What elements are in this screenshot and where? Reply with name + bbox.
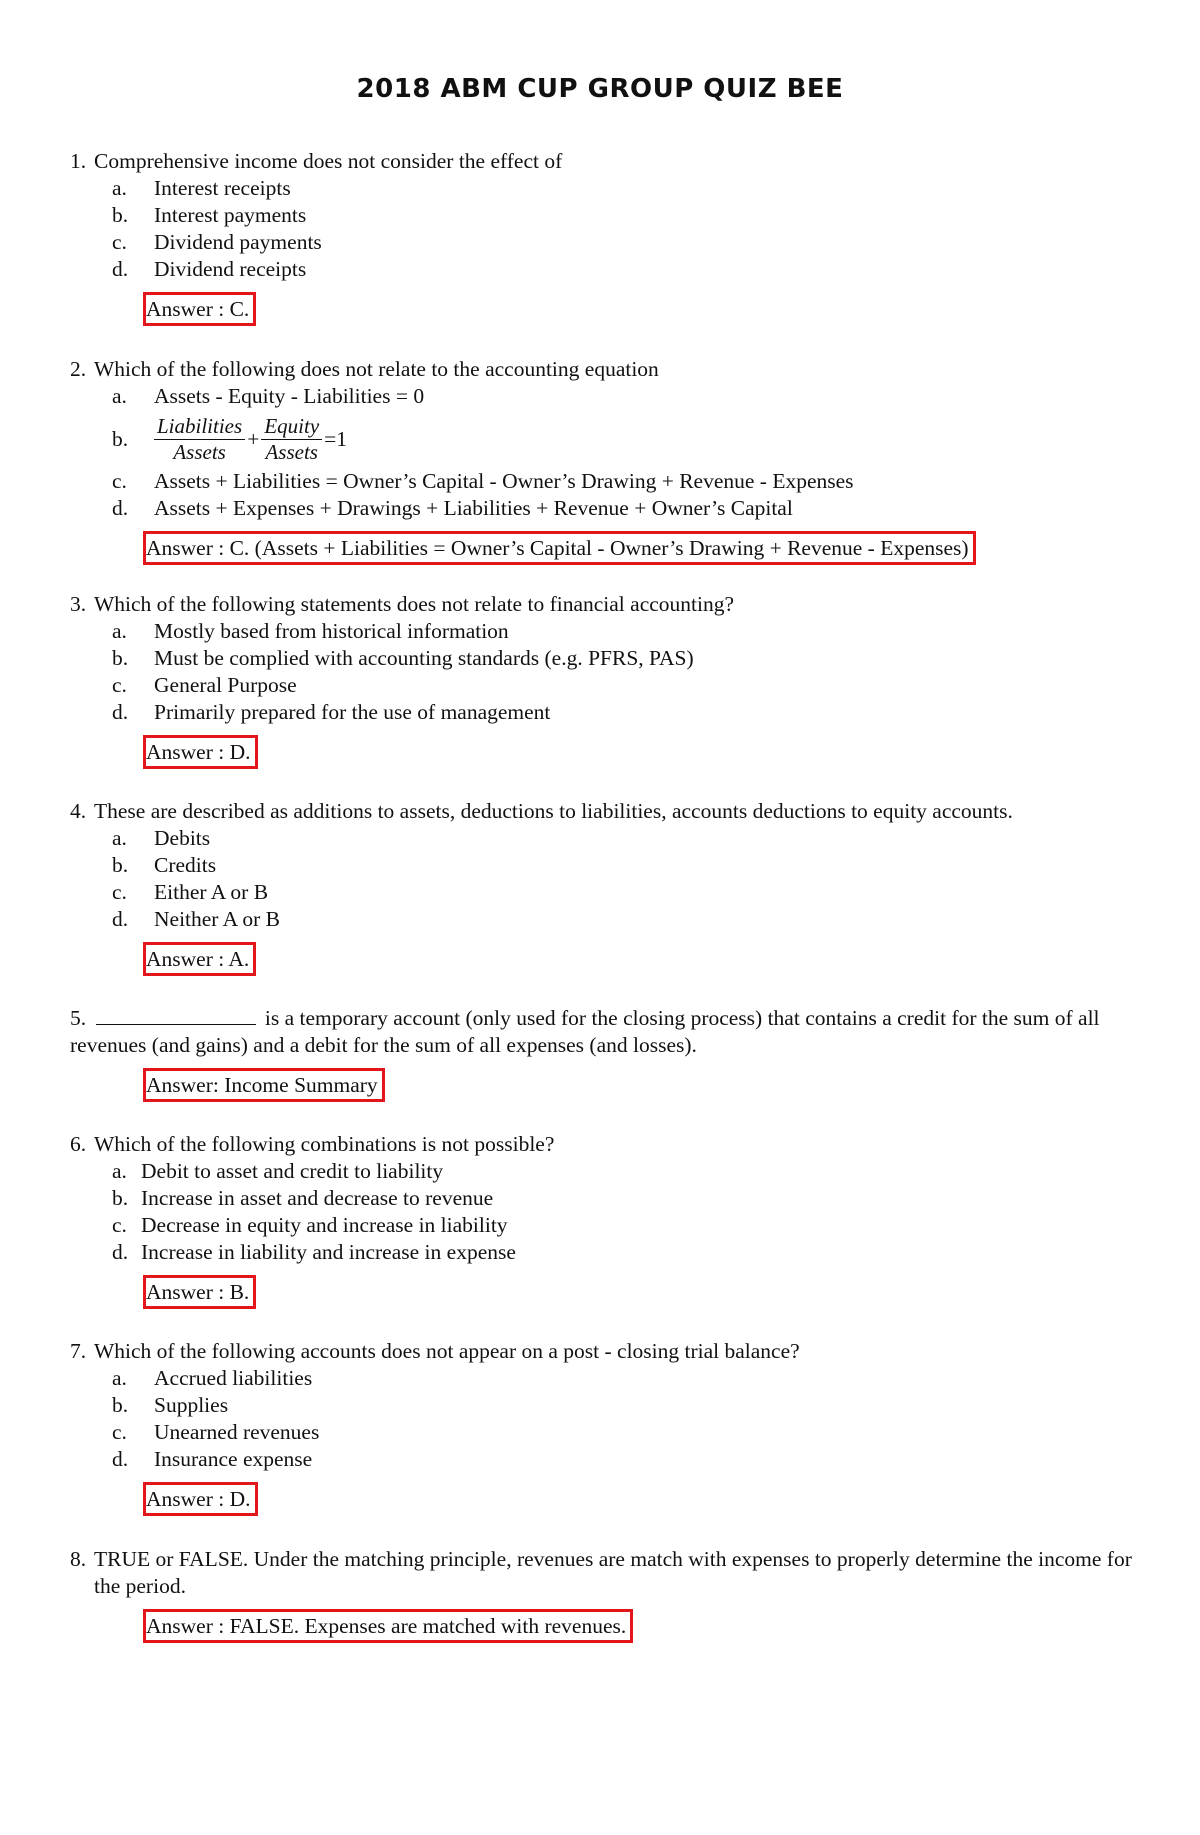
question-2 (70, 356, 1140, 565)
choice-letter: c. (112, 469, 127, 493)
choice-letter: a. (112, 1159, 127, 1183)
choice-c (112, 879, 1140, 906)
question-text: Which of the following accounts does not appear on a post - closing trial balance? (94, 1339, 800, 1363)
answer-box: Answer : FALSE. Expenses are matched with revenues. (143, 1609, 633, 1643)
choice-b (112, 202, 1140, 229)
question-stem (70, 1131, 1140, 1158)
question-number: 1. (70, 149, 87, 173)
fraction-numerator: Liabilities (154, 414, 245, 440)
choice-b (112, 1392, 1140, 1419)
choice-a (112, 1158, 1140, 1185)
choice-text: Accrued liabilities (154, 1366, 313, 1390)
question-1 (70, 148, 1140, 326)
question-3 (70, 591, 1140, 769)
answer-box: Answer : D. (143, 735, 258, 769)
choice-c (112, 468, 1140, 495)
equals-one: =1 (324, 426, 348, 451)
fraction-equity-over-assets (261, 414, 322, 465)
answer-box: Answer : C. (Assets + Liabilities = Owner’s Capital - Owner’s Drawing + Revenue - Expenses) (143, 531, 976, 565)
choice-d (112, 699, 1140, 726)
choice-text: Debits (154, 826, 211, 850)
choice-text: Assets - Equity - Liabilities = 0 (154, 384, 425, 408)
page-title: 2018 ABM CUP GROUP QUIZ BEE (356, 74, 844, 104)
fraction-denominator: Assets (173, 439, 226, 464)
question-6 (70, 1131, 1140, 1309)
question-5 (70, 1005, 1140, 1102)
choice-text: Credits (154, 853, 217, 877)
choice-text: Decrease in equity and increase in liability (141, 1213, 508, 1237)
question-text: Which of the following statements does not relate to financial accounting? (94, 592, 735, 616)
choice-b (112, 1185, 1140, 1212)
question-7 (70, 1338, 1140, 1516)
choice-d (112, 1446, 1140, 1473)
choice-text: Supplies (154, 1393, 229, 1417)
choice-text: Assets + Liabilities = Owner’s Capital - Owner’s Drawing + Revenue - Expenses (154, 469, 854, 493)
question-text: These are described as additions to assets, deductions to liabilities, accounts deductions to equity accounts. (94, 799, 1013, 823)
choice-c (112, 672, 1140, 699)
choice-letter: d. (112, 496, 129, 520)
choice-b (112, 852, 1140, 879)
choice-letter: b. (112, 1393, 129, 1417)
choice-d (112, 1239, 1140, 1266)
choice-b (112, 645, 1140, 672)
choice-text: Neither A or B (154, 907, 280, 931)
choice-letter: a. (112, 176, 127, 200)
fraction-liabilities-over-assets (154, 414, 245, 465)
choice-letter: b. (112, 203, 129, 227)
choice-text: Assets + Expenses + Drawings + Liabilities + Revenue + Owner’s Capital (154, 496, 793, 520)
question-number: 6. (70, 1132, 87, 1156)
choice-d (112, 906, 1140, 933)
choice-letter: a. (112, 826, 127, 850)
answer-box: Answer : B. (143, 1275, 256, 1309)
answer-box: Answer: Income Summary (143, 1068, 385, 1102)
question-text: is a temporary account (only used for the closing process) that contains a credit for the sum of all revenues (and gains) and a debit for the sum of all expenses (and losses). (70, 1006, 1100, 1057)
choice-letter: d. (112, 257, 129, 281)
choice-letter: c. (112, 673, 127, 697)
question-number: 7. (70, 1339, 87, 1363)
choice-a (112, 618, 1140, 645)
choice-c (112, 1419, 1140, 1446)
question-stem (70, 356, 1140, 383)
choice-letter: a. (112, 384, 127, 408)
question-number: 8. (70, 1547, 87, 1571)
answer-box: Answer : D. (143, 1482, 258, 1516)
question-number: 2. (70, 357, 87, 381)
choice-text: Mostly based from historical information (154, 619, 509, 643)
question-stem (70, 1546, 1140, 1600)
choice-letter: b. (112, 853, 129, 877)
choice-text: Debit to asset and credit to liability (141, 1159, 444, 1183)
choice-letter: b. (112, 426, 129, 451)
choice-letter: a. (112, 619, 127, 643)
choice-text: Increase in liability and increase in expense (141, 1240, 516, 1264)
question-stem (70, 1005, 1140, 1059)
choice-a (112, 383, 1140, 410)
choice-letter: d. (112, 907, 129, 931)
choice-a (112, 175, 1140, 202)
choice-letter: b. (112, 646, 129, 670)
question-stem (70, 148, 1140, 175)
question-text: Comprehensive income does not consider the effect of (94, 149, 563, 173)
fill-in-blank (96, 1006, 256, 1025)
choice-text: Dividend receipts (154, 257, 307, 281)
question-stem (70, 1338, 1140, 1365)
question-8 (70, 1546, 1140, 1643)
choice-text: Either A or B (154, 880, 269, 904)
fraction-denominator: Assets (265, 439, 318, 464)
choice-text: Increase in asset and decrease to revenue (141, 1186, 494, 1210)
question-stem (70, 591, 1140, 618)
choice-text: Interest receipts (154, 176, 291, 200)
question-stem (70, 798, 1140, 825)
choice-letter: b. (112, 1186, 129, 1210)
choice-letter: d. (112, 1240, 129, 1264)
choice-letter: d. (112, 1447, 129, 1471)
choice-text: Dividend payments (154, 230, 322, 254)
choice-text: Interest payments (154, 203, 307, 227)
choice-a (112, 825, 1140, 852)
choice-d (112, 495, 1140, 522)
answer-box: Answer : A. (143, 942, 256, 976)
choice-c (112, 229, 1140, 256)
choice-b (112, 410, 1140, 468)
choice-letter: c. (112, 1213, 127, 1237)
question-text: Which of the following does not relate to the accounting equation (94, 357, 659, 381)
question-4 (70, 798, 1140, 976)
choice-text: General Purpose (154, 673, 297, 697)
choice-letter: c. (112, 1420, 127, 1444)
choice-letter: c. (112, 880, 127, 904)
choice-letter: c. (112, 230, 127, 254)
question-number: 5. (70, 1006, 87, 1030)
question-text: TRUE or FALSE. Under the matching principle, revenues are match with expenses to properly determine the income for the period. (94, 1547, 1132, 1598)
choice-text: Insurance expense (154, 1447, 313, 1471)
answer-box: Answer : C. (143, 292, 256, 326)
choice-letter: a. (112, 1366, 127, 1390)
question-text: Which of the following combinations is not possible? (94, 1132, 555, 1156)
choice-a (112, 1365, 1140, 1392)
choice-c (112, 1212, 1140, 1239)
choice-text: Must be complied with accounting standards (e.g. PFRS, PAS) (154, 646, 694, 670)
choice-text: Unearned revenues (154, 1420, 320, 1444)
plus-sign: + (247, 426, 260, 451)
fraction-numerator: Equity (261, 414, 322, 440)
question-number: 4. (70, 799, 87, 823)
question-number: 3. (70, 592, 87, 616)
choice-d (112, 256, 1140, 283)
choice-letter: d. (112, 700, 129, 724)
choice-text: Primarily prepared for the use of management (154, 700, 551, 724)
